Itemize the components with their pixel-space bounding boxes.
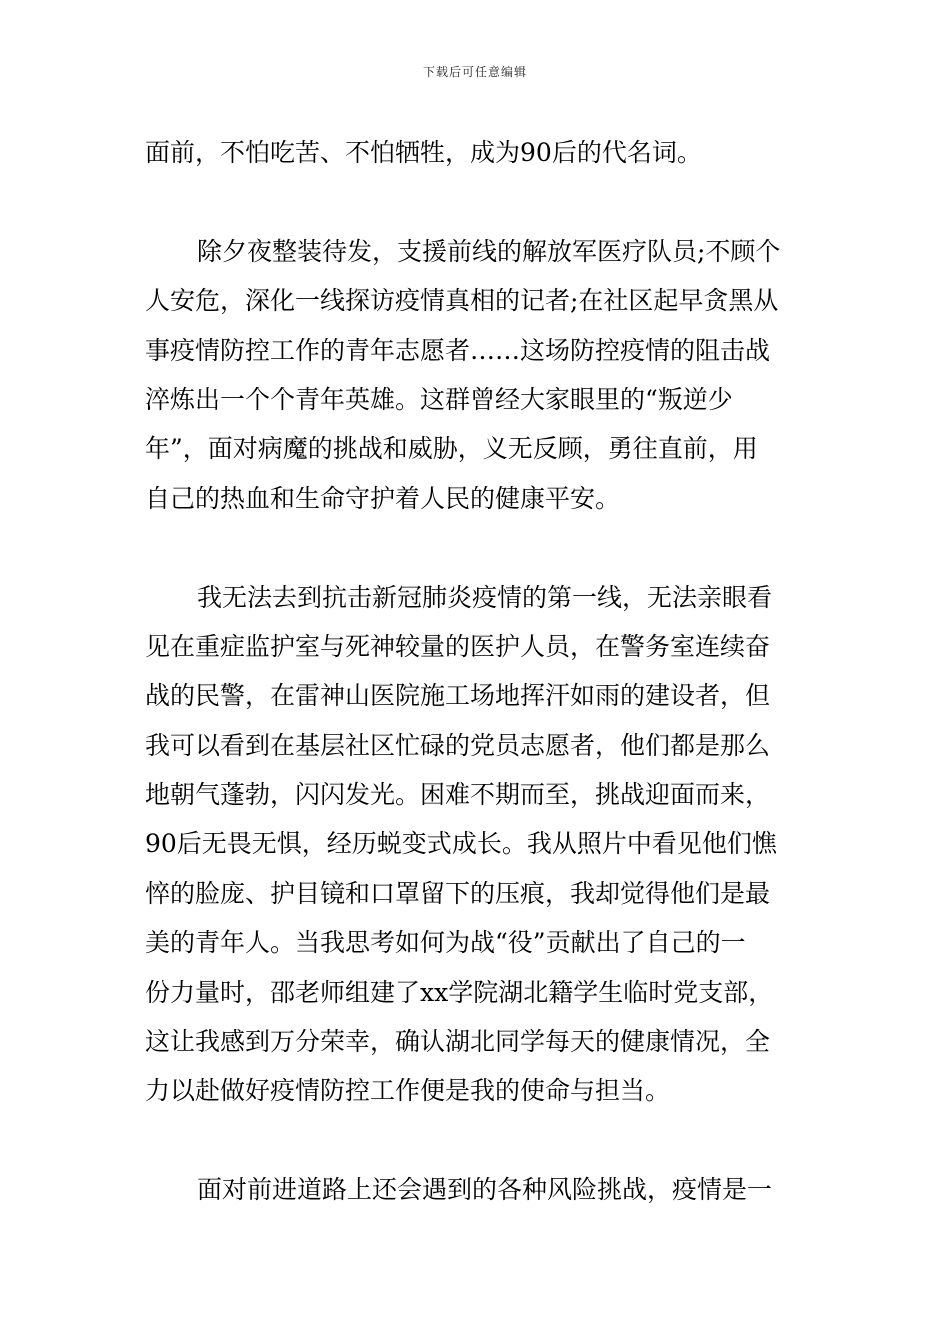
text-line: 自己的热血和生命守护着人民的健康平安。 (145, 483, 621, 513)
text-line: 人安危，深化一线探访疫情真相的记者;在社区起早贪黑从 (145, 286, 779, 316)
text-line: 地朝气蓬勃，闪闪发光。困难不期而至，挑战迎面而来， (145, 780, 771, 810)
text-line: 除夕夜整装待发，支援前线的解放军医疗队员;不顾个 (197, 236, 781, 266)
text-line: 事疫情防控工作的青年志愿者……这场防控疫情的阻击战 (145, 335, 771, 365)
text-line: 面前，不怕吃苦、不怕牺牲，成为90后的代名词。 (145, 138, 702, 167)
text-line: 美的青年人。当我思考如何为战“役”贡献出了自己的一 (145, 928, 746, 958)
paragraph-2 (145, 227, 815, 523)
text-line: 悴的脸庞、护目镜和口罩留下的压痕，我却觉得他们是最 (145, 878, 771, 908)
body-text (145, 128, 815, 1215)
text-line: 年”，面对病魔的挑战和威胁，义无反顾，勇往直前，用 (145, 434, 758, 464)
text-line: 面对前进道路上还会遇到的各种风险挑战，疫情是一 (197, 1175, 773, 1205)
text-line: 淬炼出一个个青年英雄。这群曾经大家眼里的“叛逆少 (145, 384, 733, 414)
text-line: 我可以看到在基层社区忙碌的党员志愿者，他们都是那么 (145, 730, 771, 760)
paragraph-gap (145, 523, 815, 572)
paragraph-gap (145, 177, 815, 226)
text-line: 份力量时，邵老师组建了xx学院湖北籍学生临时党支部， (145, 977, 774, 1007)
header-note: 下载后可任意编辑 (422, 65, 527, 79)
paragraph-1 (145, 128, 815, 177)
paragraph-4 (145, 1165, 815, 1214)
paragraph-3 (145, 573, 815, 1116)
paragraph-gap (145, 1116, 815, 1165)
text-line: 力以赴做好疫情防控工作便是我的使命与担当。 (145, 1076, 671, 1106)
text-line: 90后无畏无惧，经历蜕变式成长。我从照片中看见他们憔 (145, 829, 777, 859)
text-line: 见在重症监护室与死神较量的医护人员，在警务室连续奋 (145, 631, 771, 661)
text-line: 战的民警，在雷神山医院施工场地挥汗如雨的建设者，但 (145, 681, 771, 711)
text-line: 我无法去到抗击新冠肺炎疫情的第一线，无法亲眼看 (197, 582, 773, 612)
text-line: 这让我感到万分荣幸，确认湖北同学每天的健康情况，全 (145, 1027, 771, 1057)
